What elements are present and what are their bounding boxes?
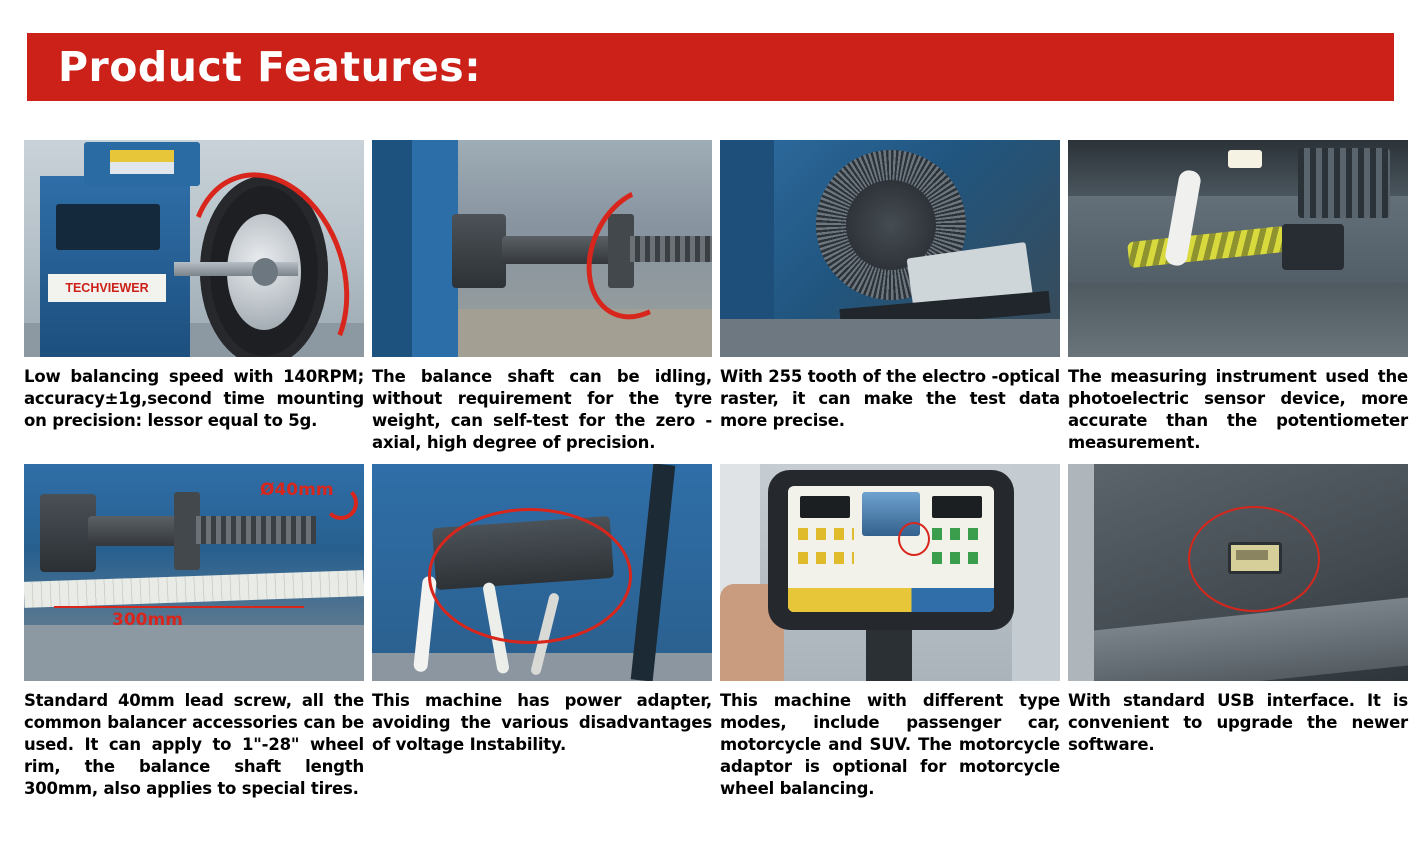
feature-image-control-panel <box>720 464 1060 681</box>
button-row-3 <box>932 528 982 540</box>
cone-shape <box>452 214 506 288</box>
length-label: 300mm <box>112 609 183 630</box>
feature-caption: This machine with different type modes, include passenger car, motorcycle and SUV. The motorcycle adaptor is optional for motorcycle wheel balancing. <box>720 690 1060 798</box>
feature-image-wheel-balancer <box>24 140 364 357</box>
button-row-2 <box>798 552 854 564</box>
diameter-label: Ø40mm <box>260 479 334 500</box>
base-panel-shape <box>720 319 1060 357</box>
floor-shape <box>24 625 364 681</box>
feature-card-power-adapter <box>372 464 712 800</box>
feature-card-balance-shaft-idling <box>372 140 712 454</box>
balancer-display-shape <box>56 204 160 250</box>
red-highlight-circle <box>898 522 930 556</box>
feature-caption: Standard 40mm lead screw, all the common balancer accessories can be used. It can apply to 1"-28" wheel rim, the balance shaft length 300mm, also applies to special tires. <box>24 690 364 798</box>
feature-caption: The balance shaft can be idling, without requirement for the tyre weight, can self-test for the zero -axial, high degree of precision. <box>372 367 712 452</box>
sensor-block-shape <box>1282 224 1344 270</box>
feature-card-photoelectric-sensor <box>1068 140 1408 454</box>
spring-sleeve-shape <box>1127 226 1287 268</box>
feature-card-lead-screw <box>24 464 364 800</box>
feature-card-type-modes <box>720 464 1060 800</box>
panel-stem-shape <box>866 630 912 681</box>
display-left <box>800 496 850 518</box>
machine-wall-dark-shape <box>372 140 412 357</box>
button-row-1 <box>798 528 854 540</box>
feature-caption: With 255 tooth of the electro -optical raster, it can make the test data more precise. <box>720 367 1060 430</box>
features-row-2 <box>24 464 1408 800</box>
feature-card-electro-optical-raster <box>720 140 1060 454</box>
measuring-ruler-shape <box>24 570 364 608</box>
feature-card-low-balancing-speed <box>24 140 364 454</box>
feature-image-sensor <box>1068 140 1408 357</box>
feature-image-raster <box>720 140 1060 357</box>
page-title: Product Features: <box>58 42 482 91</box>
features-grid <box>24 140 1408 799</box>
red-highlight-circle <box>1188 506 1320 612</box>
panel-color-bar <box>788 588 994 612</box>
feature-caption: This machine has power adapter, avoiding the various disadvantages of voltage Instability. <box>372 690 712 754</box>
threaded-shaft-shape <box>196 516 316 544</box>
brand-label: TECHVIEWER <box>65 281 149 295</box>
background-right-shape <box>1012 464 1060 681</box>
display-right <box>932 496 982 518</box>
support-pole-shape <box>631 464 676 681</box>
button-row-4 <box>932 552 982 564</box>
feature-image-power-adapter <box>372 464 712 681</box>
features-row-1 <box>24 140 1408 454</box>
feature-image-usb-port <box>1068 464 1408 681</box>
lamp-shape <box>1228 150 1262 168</box>
page-header-banner <box>27 33 1394 101</box>
balancer-head-accent2-shape <box>110 162 174 174</box>
bottom-frame-shape <box>1068 283 1408 357</box>
feature-image-balance-shaft <box>372 140 712 357</box>
feature-caption: Low balancing speed with 140RPM; accuracy±1g,second time mounting on precision: lessor equal to 5g. <box>24 367 364 430</box>
feature-image-lead-screw <box>24 464 364 681</box>
shaft-rod-shape <box>88 516 184 546</box>
feature-caption: With standard USB interface. It is convenient to upgrade the newer software. <box>1068 690 1408 754</box>
feature-caption: The measuring instrument used the photoelectric sensor device, more accurate than the potentiometer measurement. <box>1068 367 1408 452</box>
brand-plate <box>48 274 166 302</box>
gear-shape <box>1298 148 1390 218</box>
red-measure-line <box>54 606 304 608</box>
feature-card-usb-interface <box>1068 464 1408 800</box>
red-highlight-ellipse <box>428 508 632 644</box>
